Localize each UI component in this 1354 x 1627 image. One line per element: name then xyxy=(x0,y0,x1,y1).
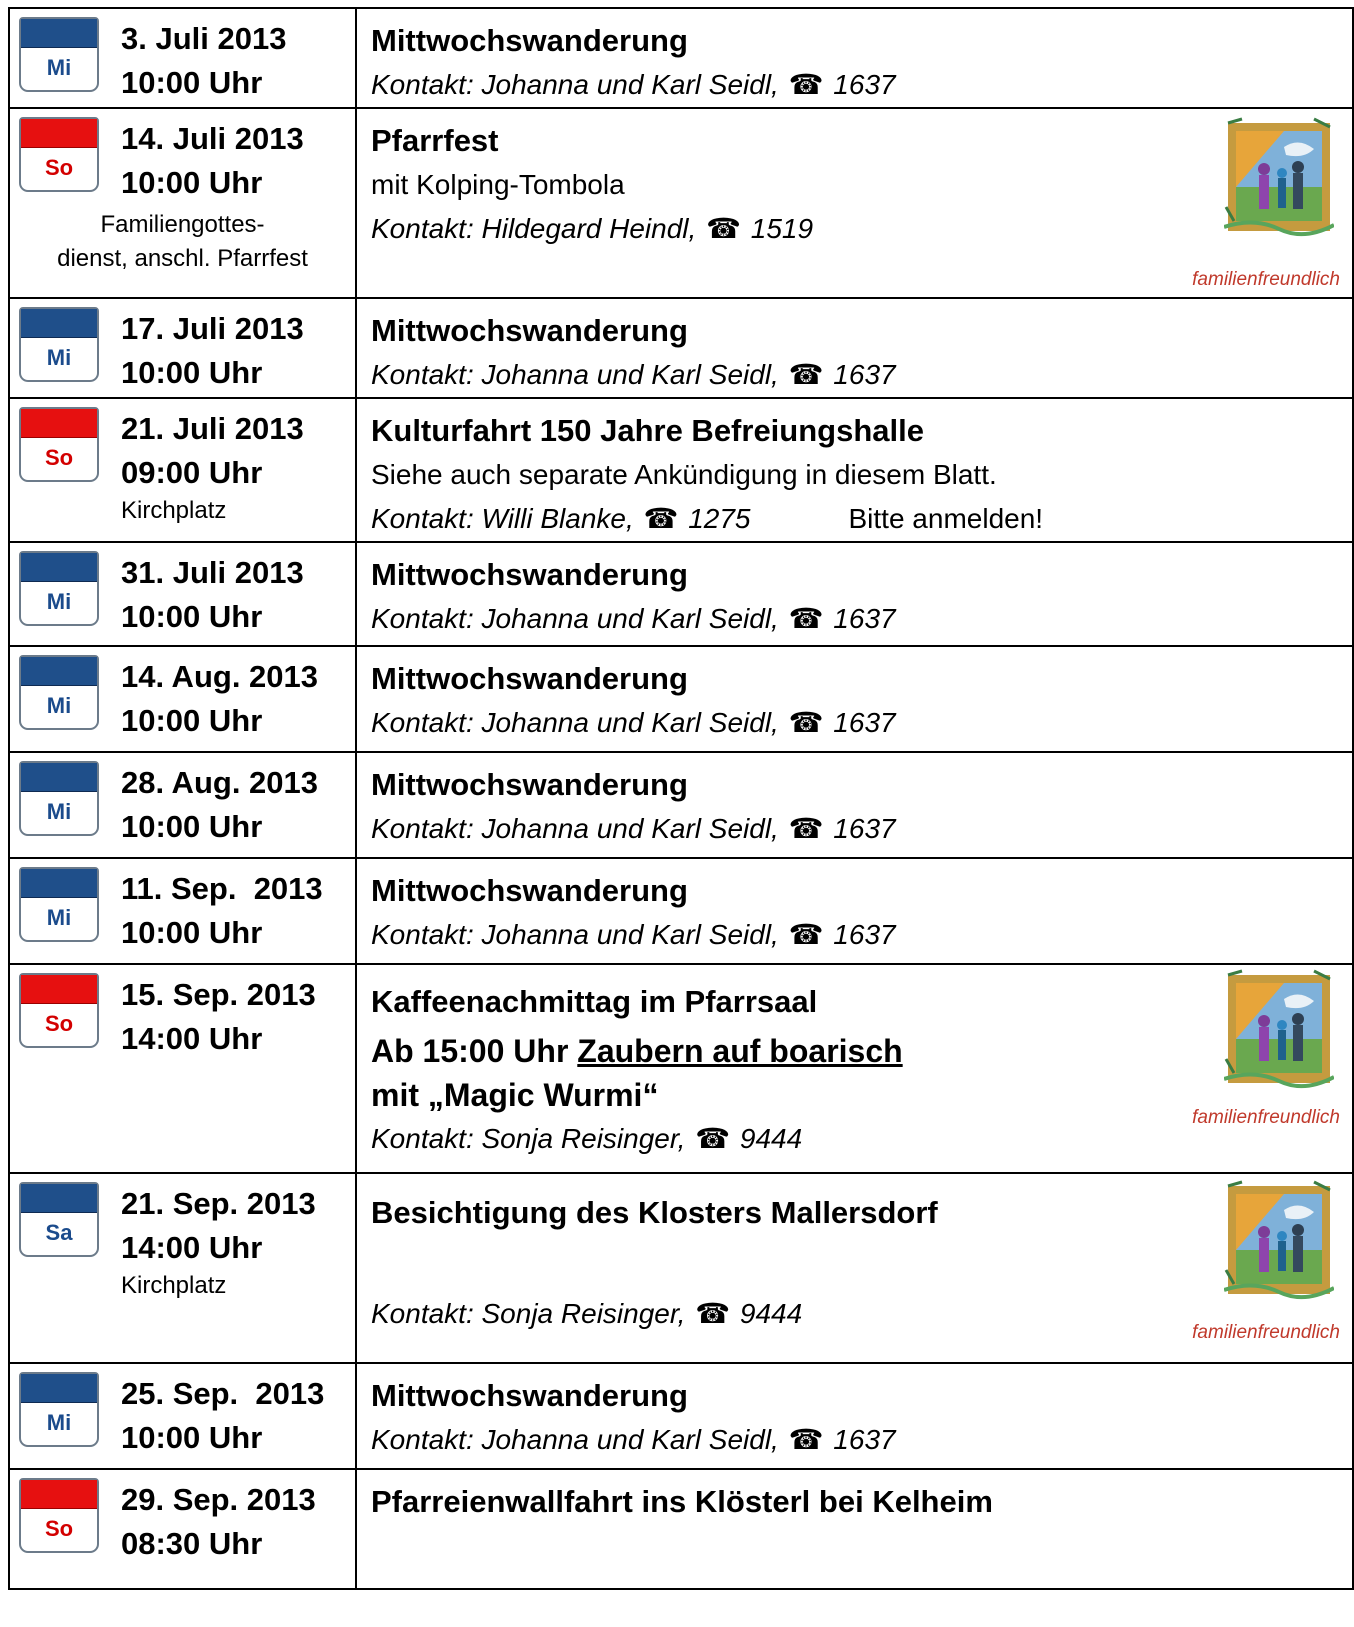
event-details xyxy=(356,1363,1353,1469)
date-cell xyxy=(9,1363,356,1469)
date-cell xyxy=(9,298,356,398)
event-contact: Kontakt: Johanna und Karl Seidl, ☎ 1637 xyxy=(371,807,1352,851)
event-subtitle: mit Kolping-Tombola xyxy=(371,169,625,200)
event-title: Mittwochswanderung xyxy=(371,873,688,908)
event-title: Mittwochswanderung xyxy=(371,313,688,348)
date-cell xyxy=(9,858,356,964)
event-note: Kirchplatz xyxy=(121,497,227,524)
date-cell xyxy=(9,1469,356,1589)
event-contact: Kontakt: Johanna und Karl Seidl, ☎ 1637 xyxy=(371,1418,1352,1462)
event-time: 10:00 Uhr xyxy=(121,355,263,390)
phone-number: 1637 xyxy=(833,919,896,950)
telephone-icon: ☎ xyxy=(695,1123,731,1154)
family-illustration xyxy=(1224,117,1334,237)
event-row xyxy=(9,542,1353,646)
event-row xyxy=(9,858,1353,964)
telephone-icon: ☎ xyxy=(788,69,824,100)
telephone-icon: ☎ xyxy=(788,603,824,634)
event-date: 3. Juli 2013 xyxy=(121,21,287,56)
event-row xyxy=(9,398,1353,542)
event-line-3: mit „Magic Wurmi“ xyxy=(371,1077,659,1113)
phone-number: 1637 xyxy=(833,813,896,844)
weekday-label: Mi xyxy=(46,589,72,614)
event-line-2: Ab 15:00 Uhr Zaubern auf boarisch xyxy=(371,1033,903,1069)
calendar-icon xyxy=(19,655,99,730)
event-details xyxy=(356,646,1353,752)
event-time: 10:00 Uhr xyxy=(121,915,263,950)
event-date: 21. Sep. 2013 xyxy=(121,1186,316,1221)
event-date: 14. Aug. 2013 xyxy=(121,659,319,694)
event-contact: Kontakt: Sonja Reisinger, ☎ 9444 xyxy=(371,1292,1352,1336)
calendar-icon xyxy=(19,973,99,1048)
event-details xyxy=(356,858,1353,964)
event-details xyxy=(356,398,1353,542)
event-row xyxy=(9,1363,1353,1469)
event-title: Kulturfahrt 150 Jahre Befreiungshalle xyxy=(371,413,924,448)
event-contact: Kontakt: Willi Blanke, ☎ 1275 Bitte anmelden! xyxy=(371,497,1352,541)
event-details xyxy=(356,752,1353,858)
event-date: 25. Sep. 2013 xyxy=(121,1376,325,1411)
event-note: dienst, anschl. Pfarrfest xyxy=(57,245,308,272)
events-table xyxy=(8,7,1354,1590)
event-contact: Kontakt: Johanna und Karl Seidl, ☎ 1637 xyxy=(371,353,1352,397)
phone-number: 1519 xyxy=(750,213,814,244)
telephone-icon: ☎ xyxy=(788,919,824,950)
event-title: Mittwochswanderung xyxy=(371,557,688,592)
weekday-label: Mi xyxy=(46,905,72,930)
date-cell xyxy=(9,108,356,298)
phone-number: 1637 xyxy=(833,359,896,390)
telephone-icon: ☎ xyxy=(788,707,824,738)
event-contact: Kontakt: Johanna und Karl Seidl, ☎ 1637 xyxy=(371,913,1352,957)
event-title: Besichtigung des Klosters Mallersdorf xyxy=(371,1195,938,1230)
telephone-icon: ☎ xyxy=(695,1298,731,1329)
event-details xyxy=(356,1469,1353,1589)
calendar-icon xyxy=(19,1478,99,1553)
date-cell xyxy=(9,542,356,646)
telephone-icon: ☎ xyxy=(706,213,741,244)
event-time: 10:00 Uhr xyxy=(121,65,263,100)
event-date: 31. Juli 2013 xyxy=(121,555,304,590)
weekday-label: So xyxy=(44,1516,74,1541)
event-time: 14:00 Uhr xyxy=(121,1021,263,1056)
event-title: Kaffeenachmittag im Pfarrsaal xyxy=(371,984,818,1019)
event-details xyxy=(356,964,1353,1173)
phone-number: 1275 xyxy=(688,503,751,534)
date-cell xyxy=(9,752,356,858)
weekday-label: Sa xyxy=(45,1220,73,1245)
event-time: 14:00 Uhr xyxy=(121,1230,263,1265)
event-details xyxy=(356,542,1353,646)
calendar-icon xyxy=(19,407,99,482)
calendar-icon xyxy=(19,761,99,836)
event-date: 28. Aug. 2013 xyxy=(121,765,319,800)
event-time: 10:00 Uhr xyxy=(121,809,263,844)
event-date: 15. Sep. 2013 xyxy=(121,977,316,1012)
weekday-label: Mi xyxy=(46,799,72,824)
date-cell xyxy=(9,1173,356,1363)
event-date: 11. Sep. 2013 xyxy=(121,871,323,906)
calendar-icon xyxy=(19,551,99,626)
event-row xyxy=(9,752,1353,858)
event-row xyxy=(9,964,1353,1173)
event-date: 21. Juli 2013 xyxy=(121,411,304,446)
phone-number: 1637 xyxy=(833,69,896,100)
weekday-label: Mi xyxy=(46,55,72,80)
event-date: 17. Juli 2013 xyxy=(121,311,304,346)
calendar-icon xyxy=(19,867,99,942)
calendar-icon xyxy=(19,1182,99,1257)
event-details xyxy=(356,108,1353,298)
magic-show-link: Zaubern auf boarisch xyxy=(577,1033,903,1069)
phone-number: 9444 xyxy=(739,1298,803,1329)
date-cell xyxy=(9,398,356,542)
event-row xyxy=(9,646,1353,752)
event-time: 10:00 Uhr xyxy=(121,703,263,738)
event-details xyxy=(356,298,1353,398)
event-contact: Kontakt: Johanna und Karl Seidl, ☎ 1637 xyxy=(371,701,1352,745)
event-time: 10:00 Uhr xyxy=(121,165,263,200)
event-time: 08:30 Uhr xyxy=(121,1526,263,1561)
event-time: 09:00 Uhr xyxy=(121,455,263,490)
event-time: 10:00 Uhr xyxy=(121,1420,263,1455)
weekday-label: So xyxy=(44,155,74,180)
weekday-label: So xyxy=(44,445,74,470)
date-cell xyxy=(9,964,356,1173)
weekday-label: Mi xyxy=(46,693,72,718)
event-details xyxy=(356,8,1353,108)
event-title: Mittwochswanderung xyxy=(371,661,688,696)
event-subtitle: Siehe auch separate Ankündigung in diesem Blatt. xyxy=(371,459,997,490)
registration-note: Bitte anmelden! xyxy=(848,503,1044,534)
event-contact: Kontakt: Sonja Reisinger, ☎ 9444 xyxy=(371,1117,1352,1161)
family-illustration xyxy=(1224,969,1334,1089)
event-note: Kirchplatz xyxy=(121,1272,227,1299)
event-row xyxy=(9,298,1353,398)
event-contact: Kontakt: Hildegard Heindl, ☎ 1519 xyxy=(371,207,1352,251)
event-time: 10:00 Uhr xyxy=(121,599,263,634)
event-title: Mittwochswanderung xyxy=(371,767,688,802)
weekday-label: Mi xyxy=(46,1410,72,1435)
event-title: Pfarrfest xyxy=(371,123,499,158)
event-row xyxy=(9,1469,1353,1589)
telephone-icon: ☎ xyxy=(788,813,824,844)
event-title: Mittwochswanderung xyxy=(371,1378,688,1413)
phone-number: 1637 xyxy=(833,707,896,738)
family-friendly-label: familienfreundlich xyxy=(1192,269,1340,290)
event-row xyxy=(9,108,1353,298)
event-details xyxy=(356,1173,1353,1363)
telephone-icon: ☎ xyxy=(643,503,679,534)
family-illustration xyxy=(1224,1180,1334,1300)
calendar-icon xyxy=(19,307,99,382)
event-contact: Kontakt: Johanna und Karl Seidl, ☎ 1637 xyxy=(371,63,1352,107)
calendar-icon xyxy=(19,117,99,192)
family-friendly-label: familienfreundlich xyxy=(1192,1107,1340,1128)
calendar-icon xyxy=(19,1372,99,1447)
family-friendly-label: familienfreundlich xyxy=(1192,1322,1340,1343)
event-title: Mittwochswanderung xyxy=(371,23,688,58)
event-title: Pfarreienwallfahrt ins Klösterl bei Kelheim xyxy=(371,1484,993,1519)
event-contact: Kontakt: Johanna und Karl Seidl, ☎ 1637 xyxy=(371,597,1352,641)
date-cell xyxy=(9,8,356,108)
event-row xyxy=(9,1173,1353,1363)
telephone-icon: ☎ xyxy=(788,359,824,390)
phone-number: 1637 xyxy=(833,603,896,634)
event-date: 29. Sep. 2013 xyxy=(121,1482,316,1517)
phone-number: 9444 xyxy=(739,1123,803,1154)
event-date: 14. Juli 2013 xyxy=(121,121,304,156)
date-cell xyxy=(9,646,356,752)
calendar-icon xyxy=(19,17,99,92)
event-row xyxy=(9,8,1353,108)
weekday-label: Mi xyxy=(46,345,72,370)
weekday-label: So xyxy=(44,1011,74,1036)
event-note: Familiengottes- xyxy=(100,211,265,238)
telephone-icon: ☎ xyxy=(788,1424,824,1455)
phone-number: 1637 xyxy=(833,1424,896,1455)
